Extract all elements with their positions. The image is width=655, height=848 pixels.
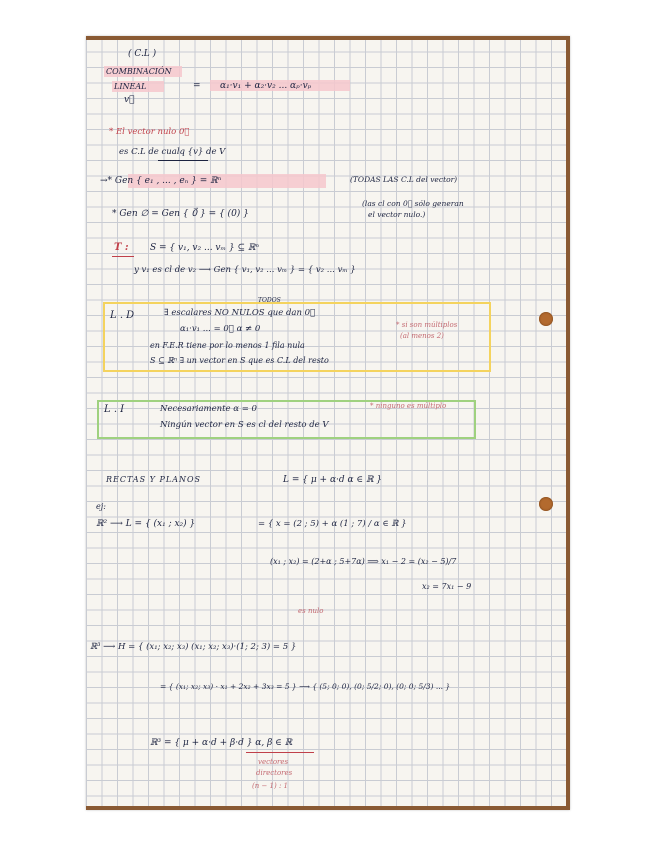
cl-title-line-2: LINEAL (114, 82, 147, 91)
page-bottom-edge (86, 806, 570, 810)
rp-definition: L = { μ + α·d α ∈ ℝ } (283, 475, 383, 485)
plane-note-3: (n − 1) : 1 (252, 782, 289, 790)
gen-line-1: →* Gen { e₁ , ... , eₙ } = ℝⁿ (100, 176, 222, 186)
ld-note-2: (al menos 2) (400, 332, 444, 340)
cl-vector: v⃗ (124, 95, 135, 105)
ld-line-2: α₁·v₁ ... = 0⃗ α ≠ 0 (180, 324, 261, 334)
plane-line: ℝ³ = { μ + α·d + β·d } α, β ∈ ℝ (150, 738, 293, 748)
example-label: ej: (96, 502, 106, 511)
ld-note-1: * si son múltiplos (396, 321, 458, 329)
null-vector-line-2: es C.L de cualq {v} de V (119, 147, 226, 157)
li-line-1: Necesariamente α = 0 (160, 404, 257, 414)
gen-line-2-note-1: (las cl con 0⃗ sólo generan (362, 199, 464, 208)
cl-title-line-1: COMBINACIÓN (106, 67, 172, 76)
r3-line-b: = { (x₁; x₂; x₃) · x₁ + 2x₂ + 3x₃ = 5 } ⟶ { (5; 0; 0), (0; 5/2; 0), (0; 0; 5/3) ... } (160, 682, 451, 691)
null-vector-line-1: * El vector nulo 0⃗ (109, 127, 190, 137)
ld-line-3: en F.E.R tiene por lo menos 1 fila nula (150, 341, 305, 350)
li-note: * ninguno es múltiplo (370, 402, 447, 410)
underline-cl (158, 160, 208, 161)
theorem-line-2: y v₁ es cl de v₂ ⟶ Gen { v₁, v₂ ... vₘ } = { v₂ ... vₘ } (134, 265, 356, 275)
r2-system: (x₁ ; x₂) = (2+α ; 5+7α) ⟹ x₁ − 2 = (x₂ − 5)/7 (270, 557, 457, 566)
li-label: L . I (104, 404, 125, 415)
page-top-edge (86, 36, 570, 40)
ld-label: L . D (110, 310, 135, 321)
ld-todos: TODOS (258, 297, 281, 304)
theorem-line-1: S = { v₁, v₂ ... vₘ } ⊆ ℝⁿ (150, 243, 260, 253)
gen-line-2-note-2: el vector nulo.) (368, 210, 426, 219)
r3-line: ℝ³ ⟶ H = { (x₁; x₂; x₃) (x₁; x₂; x₃)·(1; 2; 3) = 5 } (90, 642, 297, 652)
li-line-2: Ningún vector en S es cl del resto de V (160, 420, 329, 430)
rp-title: RECTAS Y PLANOS (106, 475, 202, 484)
r3-note: es nulo (298, 607, 324, 615)
binder-hole-top (539, 312, 553, 326)
gen-line-1-note: (TODAS LAS C.L del vector) (350, 175, 458, 184)
plane-note-2: directores (256, 769, 293, 777)
theorem-label: T : (114, 242, 129, 253)
r2-result: x₂ = 7x₁ − 9 (422, 582, 472, 591)
theorem-underline (112, 256, 134, 257)
page-right-edge (566, 36, 570, 810)
ld-line-1: ∃ escalares NO NULOS que dan 0⃗ (164, 308, 316, 318)
gen-line-2: * Gen ∅ = Gen { 0⃗ } = { (0) } (112, 209, 249, 219)
plane-note-1: vectores (258, 758, 289, 766)
cl-equals: = (193, 81, 201, 91)
binder-hole-bottom (539, 497, 553, 511)
ld-line-4: S ⊆ ℝⁿ ∃ un vector en S que es C.L del resto (150, 356, 329, 365)
cl-formula: α₁·v₁ + α₂·v₂ ... αₚ·vₚ (220, 81, 312, 91)
plane-underline (246, 752, 314, 753)
r2-line: ℝ² ⟶ L = { (x₁ ; x₂) } (96, 519, 196, 529)
header-abbrev: ( C.L ) (128, 49, 157, 59)
r2-equation: = { x = (2 ; 5) + α (1 ; 7) / α ∈ ℝ } (258, 519, 407, 529)
